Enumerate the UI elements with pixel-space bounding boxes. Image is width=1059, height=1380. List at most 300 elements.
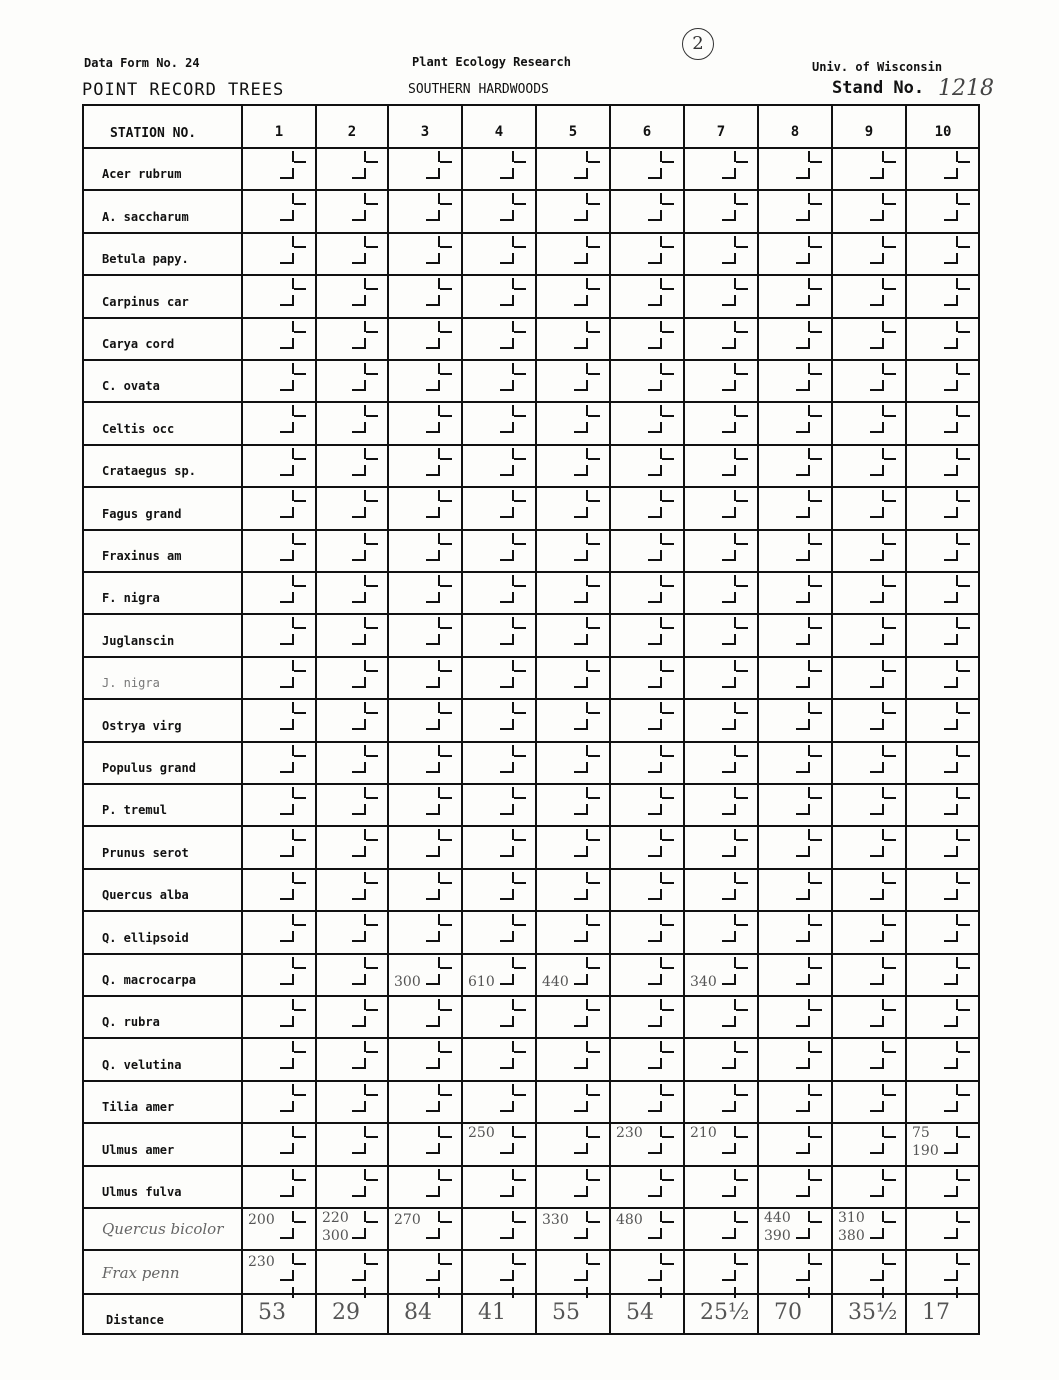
dash-mark [512,507,514,518]
tick-mark [440,331,452,333]
tick-mark [574,1067,586,1069]
tick-mark [574,771,586,773]
tick-mark [366,1263,378,1265]
tick-mark [500,643,512,645]
dash-mark [438,1287,440,1298]
tick-mark [426,347,438,349]
station-number-4: 4 [494,124,504,140]
tick-mark [440,712,452,714]
cell-value: 220 [322,1210,349,1226]
dash-mark [438,1101,440,1112]
tick-mark [574,262,586,264]
tick-mark [352,898,364,900]
tick-mark [440,1136,452,1138]
tick-mark [280,1152,292,1154]
dash-mark [292,338,294,349]
tick-mark [426,1110,438,1112]
tick-mark [366,585,378,587]
tick-mark [958,1221,970,1223]
dash-mark [660,719,662,730]
dash-mark [956,1270,958,1281]
tick-mark [280,1279,292,1281]
dash-mark [660,422,662,433]
tick-mark [514,627,526,629]
species-label: J. nigra [102,676,160,690]
tick-mark [588,161,600,163]
tick-mark [870,855,882,857]
cell-value: 200 [248,1212,275,1228]
tick-mark [500,1067,512,1069]
dash-mark [292,465,294,476]
tick-mark [426,940,438,942]
tick-mark [648,559,660,561]
dash-mark [364,1270,366,1281]
tick-mark [426,898,438,900]
row-divider [82,1080,980,1082]
dash-mark [512,1287,514,1298]
dash-mark [512,1270,514,1281]
dash-mark [586,465,588,476]
tick-mark [588,1179,600,1181]
tick-mark [736,967,748,969]
column-divider [757,104,759,1335]
tick-mark [870,559,882,561]
tick-mark [588,1221,600,1223]
dash-mark [882,889,884,900]
tick-mark [366,1221,378,1223]
row-divider [82,995,980,997]
tick-mark [280,771,292,773]
species-label: Fagus grand [102,507,182,521]
tick-mark [870,431,882,433]
row-divider [82,613,980,615]
tick-mark [426,855,438,857]
column-divider [535,104,537,1335]
tick-mark [870,1067,882,1069]
dash-mark [586,1186,588,1197]
dash-mark [882,1186,884,1197]
tick-mark [588,288,600,290]
dash-mark [364,1058,366,1069]
tick-mark [662,1051,674,1053]
dash-mark [364,338,366,349]
dash-mark [438,1058,440,1069]
dash-mark [882,210,884,221]
tick-mark [366,967,378,969]
distance-value: 53 [258,1300,286,1325]
tick-mark [648,431,660,433]
dash-mark [734,889,736,900]
tick-mark [588,458,600,460]
tick-mark [736,1221,748,1223]
dash-mark [292,253,294,264]
dash-mark [438,1270,440,1281]
tick-mark [440,288,452,290]
tick-mark [440,755,452,757]
dash-mark [292,1186,294,1197]
tick-mark [648,1152,660,1154]
dash-mark [660,168,662,179]
tick-mark [514,500,526,502]
dash-mark [882,804,884,815]
tick-mark [588,839,600,841]
tick-mark [574,601,586,603]
dash-mark [586,1143,588,1154]
tick-mark [426,1025,438,1027]
species-label: C. ovata [102,379,160,393]
tick-mark [426,559,438,561]
dash-mark [292,1228,294,1239]
tick-mark [958,161,970,163]
tick-mark [722,813,734,815]
dash-mark [512,889,514,900]
tick-mark [294,331,306,333]
tick-mark [366,1094,378,1096]
distance-value: 29 [332,1300,360,1325]
tick-mark [884,712,896,714]
tick-mark [736,585,748,587]
tick-mark [944,177,956,179]
dash-mark [956,889,958,900]
dash-mark [808,1016,810,1027]
tick-mark [574,1110,586,1112]
dash-mark [438,1016,440,1027]
tick-mark [294,967,306,969]
tick-mark [366,1009,378,1011]
cell-value: 190 [912,1143,939,1159]
tick-mark [426,813,438,815]
tick-mark [514,1136,526,1138]
dash-mark [292,804,294,815]
dash-mark [734,507,736,518]
tick-mark [648,347,660,349]
tick-mark [810,1051,822,1053]
tick-mark [440,967,452,969]
tick-mark [500,474,512,476]
dash-mark [586,762,588,773]
tick-mark [884,1263,896,1265]
tick-mark [574,898,586,900]
tick-mark [796,1110,808,1112]
tick-mark [500,516,512,518]
dash-mark [438,846,440,857]
dash-mark [808,634,810,645]
cell-value: 440 [542,974,569,990]
tick-mark [796,1152,808,1154]
tick-mark [648,813,660,815]
tick-mark [870,262,882,264]
dash-mark [292,931,294,942]
dash-mark [364,1143,366,1154]
tick-mark [574,1152,586,1154]
tick-mark [352,1025,364,1027]
dash-mark [438,974,440,985]
tick-mark [294,500,306,502]
tick-mark [884,1009,896,1011]
species-label: Ulmus amer [102,1143,175,1157]
tick-mark [440,246,452,248]
tick-mark [736,882,748,884]
tick-mark [366,627,378,629]
tick-mark [514,755,526,757]
dash-mark [808,465,810,476]
dash-mark [956,422,958,433]
dash-mark [364,804,366,815]
tick-mark [958,1051,970,1053]
form-title: POINT RECORD TREES [82,80,285,100]
tick-mark [500,686,512,688]
cell-value: 75 [912,1125,930,1141]
tick-mark [796,474,808,476]
tick-mark [280,219,292,221]
tick-mark [440,882,452,884]
tick-mark [352,474,364,476]
species-label: Carya cord [102,337,175,351]
row-divider [82,1122,980,1124]
tick-mark [884,1094,896,1096]
distance-value: 35½ [848,1300,898,1325]
tick-mark [810,1263,822,1265]
dash-mark [734,210,736,221]
species-label: Tilia amer [102,1100,175,1114]
dash-mark [586,380,588,391]
tick-mark [648,855,660,857]
tick-mark [662,1263,674,1265]
row-divider [82,317,980,319]
tick-mark [958,203,970,205]
species-label: Carpinus car [102,295,189,309]
tick-mark [440,1221,452,1223]
dash-mark [734,168,736,179]
organization: Plant Ecology Research [412,55,571,69]
dash-mark [808,762,810,773]
dash-mark [734,1058,736,1069]
dash-mark [586,507,588,518]
row-divider [82,486,980,488]
dash-mark [734,931,736,942]
tick-mark [810,712,822,714]
dash-mark [660,889,662,900]
tick-mark [280,1195,292,1197]
tick-mark [944,1279,956,1281]
tick-mark [588,500,600,502]
tick-mark [722,983,734,985]
tick-mark [722,177,734,179]
tick-mark [944,219,956,221]
tick-mark [426,686,438,688]
row-divider [82,232,980,234]
dash-mark [956,804,958,815]
tick-mark [588,882,600,884]
tick-mark [440,543,452,545]
column-divider [387,104,389,1335]
station-number-3: 3 [420,124,430,140]
tick-mark [884,967,896,969]
tick-mark [796,983,808,985]
tick-mark [574,855,586,857]
station-number-8: 8 [790,124,800,140]
tick-mark [426,177,438,179]
dash-mark [586,1270,588,1281]
dash-mark [956,465,958,476]
tick-mark [736,161,748,163]
dash-mark [956,1186,958,1197]
dash-mark [586,253,588,264]
dash-mark [808,422,810,433]
tick-mark [648,219,660,221]
tick-mark [722,686,734,688]
row-divider [82,147,980,149]
tick-mark [514,373,526,375]
dash-mark [292,634,294,645]
dash-mark [882,1270,884,1281]
tick-mark [958,967,970,969]
tick-mark [500,855,512,857]
dash-mark [734,338,736,349]
dash-mark [882,380,884,391]
tick-mark [810,1221,822,1223]
dash-mark [512,380,514,391]
tick-mark [796,1025,808,1027]
dash-mark [734,380,736,391]
tick-mark [722,1025,734,1027]
dash-mark [882,550,884,561]
tick-mark [810,458,822,460]
dash-mark [734,846,736,857]
tick-mark [366,797,378,799]
row-divider [82,868,980,870]
dash-mark [734,1228,736,1239]
tick-mark [352,1110,364,1112]
tick-mark [736,712,748,714]
tick-mark [810,882,822,884]
dash-mark [512,1016,514,1027]
dash-mark [512,931,514,942]
dash-mark [438,762,440,773]
dash-mark [512,1143,514,1154]
dash-mark [438,422,440,433]
tick-mark [366,1136,378,1138]
tick-mark [736,839,748,841]
tick-mark [588,585,600,587]
dash-mark [660,1186,662,1197]
tick-mark [440,161,452,163]
tick-mark [294,1179,306,1181]
tick-mark [574,983,586,985]
tick-mark [870,1237,882,1239]
tick-mark [514,331,526,333]
tick-mark [662,1179,674,1181]
tick-mark [280,601,292,603]
tick-mark [352,262,364,264]
tick-mark [514,246,526,248]
tick-mark [588,670,600,672]
tick-mark [662,500,674,502]
dash-mark [808,295,810,306]
tick-mark [736,627,748,629]
tick-mark [352,1279,364,1281]
tick-mark [294,585,306,587]
form-number: Data Form No. 24 [84,56,200,70]
tick-mark [796,262,808,264]
dash-mark [660,338,662,349]
dash-mark [292,210,294,221]
cell-value: 340 [690,974,717,990]
tick-mark [588,627,600,629]
dash-mark [292,719,294,730]
tick-mark [352,177,364,179]
tick-mark [870,304,882,306]
tick-mark [944,813,956,815]
dash-mark [808,1228,810,1239]
dash-mark [882,422,884,433]
tick-mark [648,1067,660,1069]
tick-mark [958,712,970,714]
tick-mark [722,940,734,942]
tick-mark [944,940,956,942]
tick-mark [352,983,364,985]
tick-mark [648,474,660,476]
tick-mark [662,797,674,799]
tick-mark [294,246,306,248]
dash-mark [364,507,366,518]
tick-mark [280,262,292,264]
cell-value: 270 [394,1212,421,1228]
tick-mark [426,304,438,306]
tick-mark [736,924,748,926]
tick-mark [884,1221,896,1223]
dash-mark [808,338,810,349]
dash-mark [512,295,514,306]
tick-mark [648,304,660,306]
tick-mark [810,1094,822,1096]
tick-mark [574,686,586,688]
tick-mark [722,431,734,433]
tick-mark [648,1195,660,1197]
tick-mark [294,288,306,290]
dash-mark [364,295,366,306]
dash-mark [882,974,884,985]
tick-mark [366,415,378,417]
tick-mark [500,771,512,773]
tick-mark [944,643,956,645]
tick-mark [366,1051,378,1053]
tick-mark [500,219,512,221]
dash-mark [292,677,294,688]
tick-mark [662,967,674,969]
tick-mark [294,1009,306,1011]
dash-mark [734,804,736,815]
tick-mark [796,771,808,773]
row-divider [82,401,980,403]
tick-mark [662,924,674,926]
tick-mark [426,262,438,264]
dash-mark [586,974,588,985]
dash-mark [882,931,884,942]
dash-mark [438,295,440,306]
tick-mark [648,177,660,179]
tick-mark [796,219,808,221]
dash-mark [660,465,662,476]
tick-mark [574,347,586,349]
row-divider [82,910,980,912]
tick-mark [736,331,748,333]
tick-mark [722,601,734,603]
row-divider [82,189,980,191]
tick-mark [736,1051,748,1053]
tick-mark [440,1051,452,1053]
tick-mark [796,940,808,942]
